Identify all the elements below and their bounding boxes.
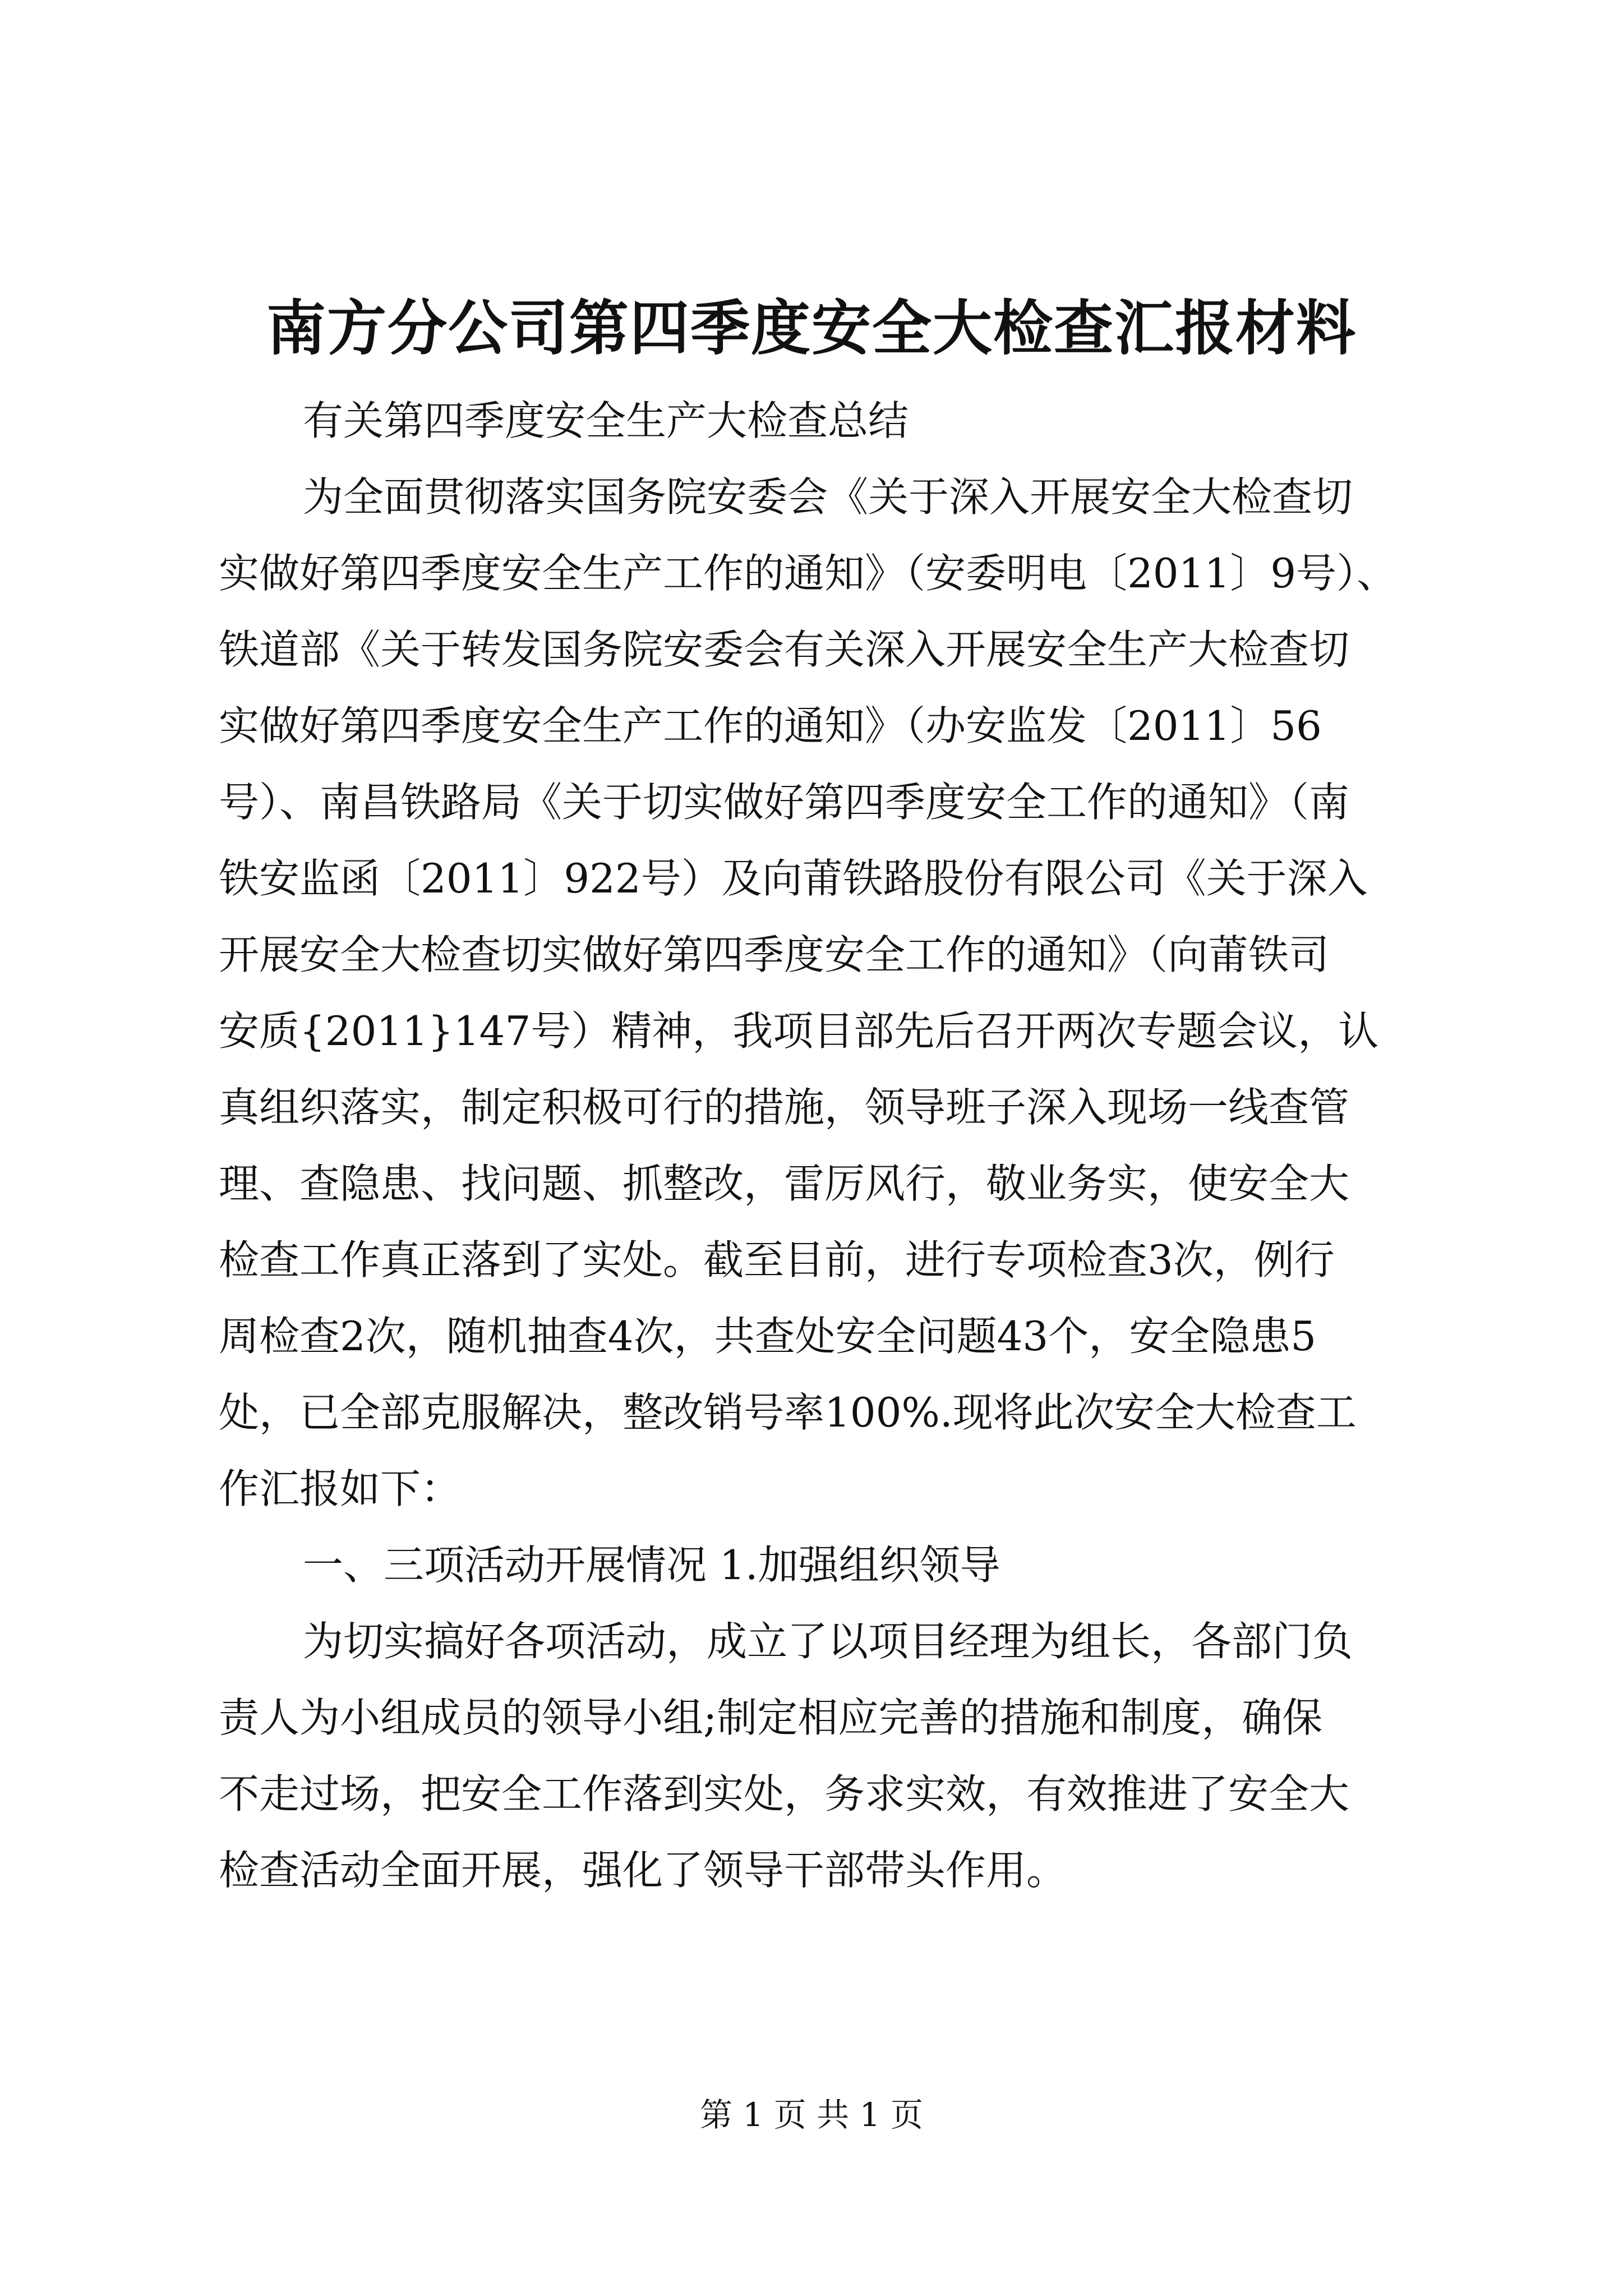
paragraph-line: 作汇报如下： <box>219 1465 462 1512</box>
paragraph-line: 真组织落实，制定积极可行的措施，领导班子深入现场一线查管 <box>219 1084 1350 1131</box>
subtitle: 有关第四季度安全生产大检查总结 <box>303 397 909 444</box>
paragraph-line: 检查工作真正落到了实处。截至目前，进行专项检查3次，例行 <box>219 1236 1335 1283</box>
paragraph-line: 为切实搞好各项活动，成立了以项目经理为组长，各部门负 <box>303 1618 1353 1665</box>
paragraph-line: 不走过场，把安全工作落到实处，务求实效，有效推进了安全大 <box>219 1770 1350 1818</box>
page-footer: 第 1 页 共 1 页 <box>700 2096 923 2134</box>
paragraph-line: 实做好第四季度安全生产工作的通知》（办安监发〔2011〕56 <box>219 702 1322 749</box>
paragraph-line: 实做好第四季度安全生产工作的通知》（安委明电〔2011〕9号）、 <box>219 550 1398 597</box>
paragraph-line: 铁安监函〔2011〕922号）及向莆铁路股份有限公司《关于深入 <box>219 855 1368 902</box>
paragraph-line: 周检查2次，随机抽查4次，共查处安全问题43个，安全隐患5 <box>219 1313 1317 1360</box>
paragraph-line: 检查活动全面开展，强化了领导干部带头作用。 <box>219 1847 1067 1894</box>
paragraph-line: 号）、南昌铁路局《关于切实做好第四季度安全工作的通知》（南 <box>219 779 1350 826</box>
paragraph-line: 处，已全部克服解决，整改销号率100%.现将此次安全大检查工 <box>219 1389 1357 1436</box>
page-title: 南方分公司第四季度安全大检查汇报材料 <box>266 293 1357 363</box>
paragraph-line: 开展安全大检查切实做好第四季度安全工作的通知》（向莆铁司 <box>219 931 1330 978</box>
paragraph-line: 铁道部《关于转发国务院安委会有关深入开展安全生产大检查切 <box>219 626 1350 673</box>
section-heading: 一、三项活动开展情况 1.加强组织领导 <box>303 1542 1000 1589</box>
paragraph-line: 理、查隐患、找问题、抓整改，雷厉风行，敬业务实，使安全大 <box>219 1160 1350 1207</box>
paragraph-line: 为全面贯彻落实国务院安委会《关于深入开展安全大检查切 <box>303 473 1353 521</box>
paragraph-line: 责人为小组成员的领导小组;制定相应完善的措施和制度，确保 <box>219 1694 1323 1741</box>
paragraph-line: 安质{2011}147号）精神，我项目部先后召开两次专题会议，认 <box>219 1007 1379 1055</box>
